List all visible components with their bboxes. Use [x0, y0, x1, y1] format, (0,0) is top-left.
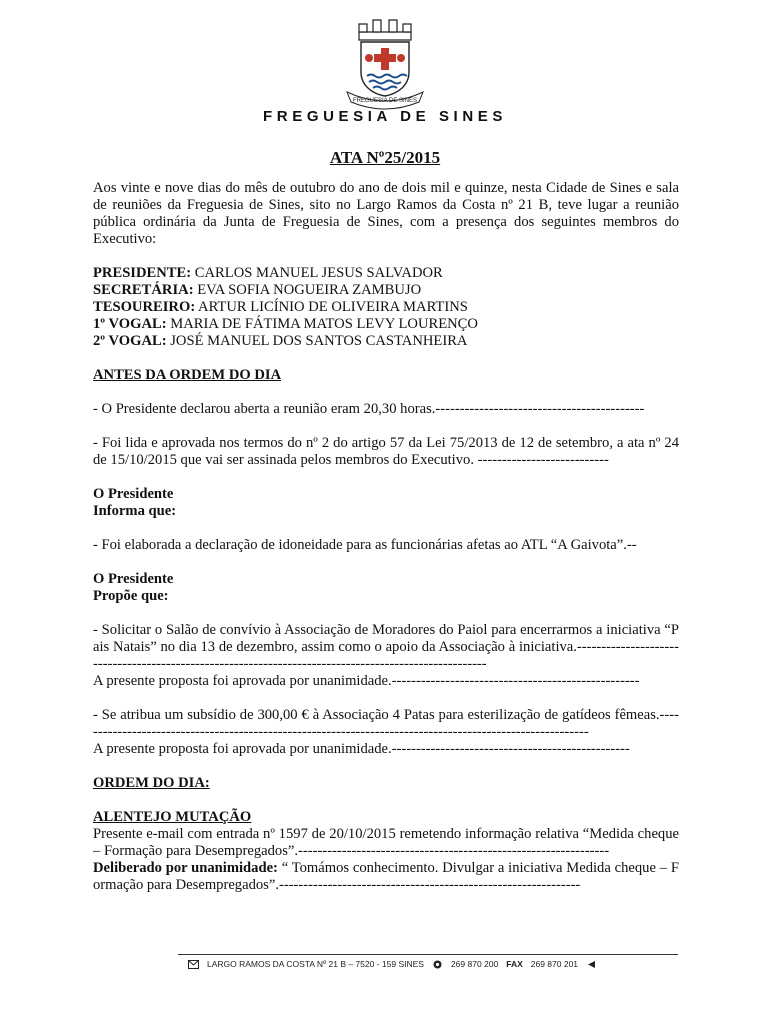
organization-title: FREGUESIA DE SINES	[263, 108, 507, 125]
phone-icon	[432, 960, 443, 969]
member-line	[93, 282, 679, 299]
coat-of-arms-icon	[337, 18, 433, 110]
subheading-text: Propõe que:	[93, 588, 169, 604]
member-line	[93, 299, 679, 316]
footer-fax: 269 870 201	[530, 959, 579, 969]
fax-icon	[586, 960, 597, 969]
member-name: ARTUR LICÍNIO DE OLIVEIRA MARTINS	[195, 299, 468, 315]
intro-paragraph: Aos vinte e nove dias do mês de outubro do ano de dois mil e quinze, nesta Cidade de Sines e sala de reuniões da Freguesia de Sines, sito no Largo Ramos da Costa nº 21 B, teve lugar a reunião pública ordinária da Junta de Freguesia de Sines, com a presença dos seguintes membros do Executivo:	[93, 180, 679, 247]
member-name: MARIA DE FÁTIMA MATOS LEVY LOURENÇO	[166, 316, 478, 332]
member-name: CARLOS MANUEL JESUS SALVADOR	[191, 265, 443, 281]
paragraph: - Foi lida e aprovada nos termos do nº 2 do artigo 57 da Lei 75/2013 de 12 de setembro, a ata nº 24 de 15/10/2015 que vai ser assinada pelos membros do Executivo. ---------------------------	[93, 435, 679, 468]
section-subheading: ALENTEJO MUTAÇÃO	[93, 809, 252, 825]
footer-address: LARGO RAMOS DA COSTA Nº 21 B – 7520 - 159 SINES	[207, 959, 424, 969]
member-role: 1º VOGAL:	[93, 316, 167, 332]
paragraph: - Se atribua um subsídio de 300,00 € à Associação 4 Patas para esterilização de gatídeos fêmeas.----------------------------------------------------------------------------------------------------------	[93, 707, 679, 740]
member-name: JOSÉ MANUEL DOS SANTOS CASTANHEIRA	[166, 333, 468, 349]
subheading-text: O Presidente	[93, 571, 174, 587]
paragraph: - Solicitar o Salão de convívio à Associação de Moradores do Paiol para encerrarmos a iniciativa “Pais Natais” no dia 13 de dezembro, assim como o apoio da Associação à iniciativa.------------------------------------------------------------------------------------------------------	[93, 622, 679, 672]
paragraph: A presente proposta foi aprovada por unanimidade.---------------------------------------------------	[93, 673, 640, 689]
envelope-icon	[188, 960, 199, 969]
paragraph: Presente e-mail com entrada nº 1597 de 20/10/2015 remetendo informação relativa “Medida cheque – Formação para Desempregados”.----------------------------------------------------------------	[93, 826, 679, 859]
footer	[188, 959, 608, 969]
subheading	[93, 486, 679, 503]
section-heading-ordem: ORDEM DO DIA:	[93, 775, 210, 791]
member-name: EVA SOFIA NOGUEIRA ZAMBUJO	[193, 282, 422, 298]
document-title: ATA Nº25/2015	[329, 148, 441, 167]
crest-ribbon-text: FREGUESIA DE SINES	[352, 98, 418, 104]
paragraph: - O Presidente declarou aberta a reunião eram 20,30 horas.-------------------------------------------	[93, 401, 645, 417]
footer-phone: 269 870 200	[450, 959, 499, 969]
subheading	[93, 588, 679, 605]
deliberation-paragraph	[93, 860, 679, 894]
member-role: 2º VOGAL:	[93, 333, 167, 349]
deliberation-label: Deliberado por unanimidade:	[93, 860, 278, 876]
member-role: TESOUREIRO:	[93, 299, 196, 315]
subheading-text: Informa que:	[93, 503, 177, 519]
member-role: PRESIDENTE:	[93, 265, 192, 281]
footer-fax-label: FAX	[506, 959, 523, 969]
member-line	[93, 333, 679, 350]
document-body	[93, 180, 679, 894]
paragraph: A presente proposta foi aprovada por unanimidade.-------------------------------------------------	[93, 741, 630, 757]
member-line	[93, 316, 679, 333]
subheading	[93, 571, 679, 588]
members-list	[93, 265, 679, 350]
section-heading-antes: ANTES DA ORDEM DO DIA	[93, 367, 282, 383]
subheading-text: O Presidente	[93, 486, 174, 502]
footer-divider	[178, 954, 678, 955]
member-line	[93, 265, 679, 282]
member-role: SECRETÁRIA:	[93, 282, 194, 298]
subheading	[93, 503, 679, 520]
paragraph: - Foi elaborada a declaração de idoneidade para as funcionárias afetas ao ATL “A Gaivota”.--	[93, 537, 637, 553]
deliberation-text: “ Tomámos conhecimento. Divulgar a iniciativa Medida cheque – Formação para Desempregados”.--------------------------------------------------------------	[93, 860, 679, 893]
